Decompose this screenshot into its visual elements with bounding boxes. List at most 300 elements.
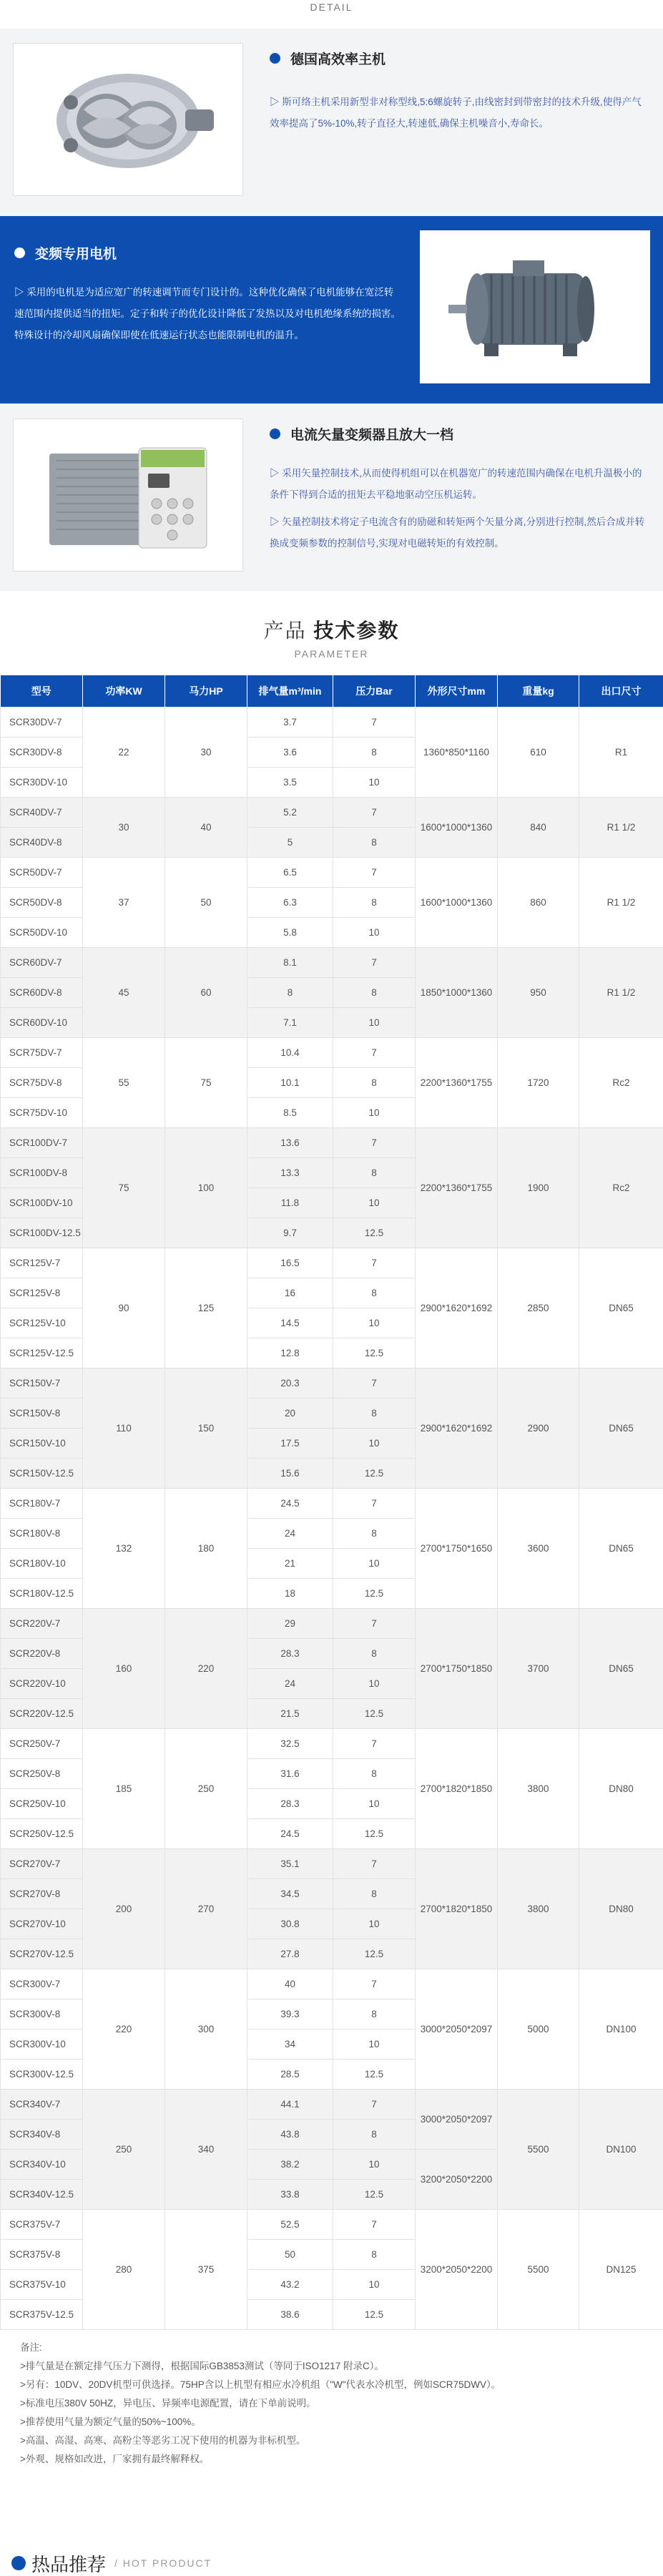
cell-weight: 5500	[498, 2209, 579, 2329]
cell-model: SCR50DV-10	[1, 917, 83, 947]
cell-flow: 16.5	[247, 1248, 333, 1278]
table-row	[1, 1368, 663, 1398]
cell-flow: 28.5	[247, 2059, 333, 2089]
cell-pressure: 10	[333, 2149, 416, 2179]
cell-pressure: 10	[333, 1187, 416, 1218]
cell-pressure: 8	[333, 1157, 416, 1187]
cell-flow: 18	[247, 1578, 333, 1608]
cell-pressure: 10	[333, 2029, 416, 2059]
airend-image	[13, 43, 243, 196]
cell-weight: 950	[498, 947, 579, 1037]
hot-product-icon	[11, 2556, 26, 2570]
cell-model: SCR220V-7	[1, 1608, 83, 1638]
cell-outlet: DN65	[579, 1488, 663, 1608]
table-row	[1, 1248, 663, 1278]
cell-hp: 75	[165, 1037, 247, 1127]
cell-pressure: 7	[333, 1488, 416, 1518]
motor-image	[420, 230, 650, 383]
hot-product-subtitle: / HOT PRODUCT	[114, 2557, 212, 2569]
cell-model: SCR150V-10	[1, 1428, 83, 1458]
cell-weight: 2900	[498, 1368, 579, 1488]
inverter-image	[13, 418, 243, 572]
cell-pressure: 8	[333, 1638, 416, 1668]
cell-pressure: 10	[333, 917, 416, 947]
cell-weight: 860	[498, 857, 579, 947]
cell-outlet: DN100	[579, 1969, 663, 2089]
cell-pressure: 10	[333, 1308, 416, 1338]
feature-desc-motor: ▷ 采用的电机是为适应宽广的转速调节而专门设计的。这种优化确保了电机能够在宽泛转速范围内提供适当的扭矩。定子和转子的优化设计降低了发热以及对电机绝缘系统的损害。特殊设计的冷却风扇确保即使在低速运行状态也能限制电机的温升。	[14, 282, 401, 346]
table-row	[1, 1488, 663, 1518]
cell-pressure: 8	[333, 887, 416, 917]
cell-flow: 13.3	[247, 1157, 333, 1187]
cell-power: 90	[83, 1248, 165, 1368]
cell-model: SCR250V-10	[1, 1788, 83, 1818]
cell-weight: 1900	[498, 1127, 579, 1248]
cell-model: SCR75DV-7	[1, 1037, 83, 1067]
cell-pressure: 7	[333, 947, 416, 977]
cell-flow: 13.6	[247, 1127, 333, 1157]
cell-model: SCR270V-8	[1, 1879, 83, 1909]
table-row	[1, 2209, 663, 2239]
cell-dimensions: 2700*1820*1850	[416, 1728, 498, 1848]
cell-pressure: 7	[333, 1728, 416, 1758]
cell-model: SCR270V-7	[1, 1848, 83, 1879]
table-row	[1, 947, 663, 977]
spec-section-title	[0, 591, 663, 675]
cell-model: SCR100DV-8	[1, 1157, 83, 1187]
cell-flow: 24.5	[247, 1488, 333, 1518]
feature-airend	[0, 29, 663, 216]
table-row	[1, 1127, 663, 1157]
cell-model: SCR30DV-10	[1, 767, 83, 797]
cell-power: 220	[83, 1969, 165, 2089]
feature-title-text: 德国高效率主机	[290, 49, 385, 68]
cell-model: SCR300V-8	[1, 1999, 83, 2029]
cell-flow: 38.2	[247, 2149, 333, 2179]
cell-flow: 43.8	[247, 2119, 333, 2149]
spec-header-row	[1, 675, 663, 707]
cell-pressure: 10	[333, 1668, 416, 1698]
cell-weight: 3800	[498, 1728, 579, 1848]
cell-hp: 125	[165, 1248, 247, 1368]
cell-flow: 28.3	[247, 1788, 333, 1818]
cell-weight: 3700	[498, 1608, 579, 1728]
cell-power: 250	[83, 2089, 165, 2209]
cell-model: SCR100DV-7	[1, 1127, 83, 1157]
cell-flow: 44.1	[247, 2089, 333, 2119]
cell-flow: 10.1	[247, 1067, 333, 1097]
cell-model: SCR150V-12.5	[1, 1458, 83, 1488]
cell-flow: 9.7	[247, 1218, 333, 1248]
cell-model: SCR125V-10	[1, 1308, 83, 1338]
cell-model: SCR250V-12.5	[1, 1818, 83, 1848]
table-row	[1, 707, 663, 737]
note-line: >高温、高湿、高寒、高粉尘等恶劣工况下使用的机器为非标机型。	[20, 2431, 643, 2450]
cell-pressure: 8	[333, 2239, 416, 2269]
cell-model: SCR340V-8	[1, 2119, 83, 2149]
cell-weight: 3800	[498, 1848, 579, 1969]
cell-dimensions: 3200*2050*2200	[416, 2149, 498, 2209]
bullet-dot-icon	[270, 53, 280, 64]
header-weight: 重量kg	[498, 675, 579, 707]
cell-power: 45	[83, 947, 165, 1037]
cell-model: SCR30DV-8	[1, 737, 83, 767]
cell-model: SCR125V-8	[1, 1278, 83, 1308]
table-row	[1, 797, 663, 827]
cell-outlet: DN125	[579, 2209, 663, 2329]
cell-model: SCR125V-7	[1, 1248, 83, 1278]
cell-pressure: 12.5	[333, 2299, 416, 2329]
spec-table-body	[1, 707, 663, 2329]
detail-header: DETAIL	[0, 0, 663, 29]
cell-pressure: 8	[333, 737, 416, 767]
cell-dimensions: 3000*2050*2097	[416, 2089, 498, 2149]
cell-pressure: 7	[333, 1848, 416, 1879]
cell-dimensions: 2900*1620*1692	[416, 1248, 498, 1368]
cell-pressure: 7	[333, 857, 416, 887]
cell-model: SCR375V-12.5	[1, 2299, 83, 2329]
table-row	[1, 1728, 663, 1758]
cell-flow: 34	[247, 2029, 333, 2059]
note-line: >推荐使用气量为额定气量的50%~100%。	[20, 2413, 643, 2431]
cell-flow: 3.6	[247, 737, 333, 767]
cell-outlet: DN100	[579, 2089, 663, 2209]
cell-model: SCR150V-8	[1, 1398, 83, 1428]
cell-dimensions: 2700*1820*1850	[416, 1848, 498, 1969]
cell-model: SCR220V-10	[1, 1668, 83, 1698]
cell-model: SCR60DV-8	[1, 977, 83, 1007]
cell-flow: 6.3	[247, 887, 333, 917]
cell-flow: 21.5	[247, 1698, 333, 1728]
cell-pressure: 7	[333, 2209, 416, 2239]
cell-flow: 43.2	[247, 2269, 333, 2299]
cell-pressure: 10	[333, 1007, 416, 1037]
cell-model: SCR375V-10	[1, 2269, 83, 2299]
cell-model: SCR270V-12.5	[1, 1939, 83, 1969]
cell-pressure: 12.5	[333, 2059, 416, 2089]
cell-hp: 270	[165, 1848, 247, 1969]
hot-product-title-text: 热品推荐	[31, 2550, 106, 2576]
cell-flow: 6.5	[247, 857, 333, 887]
cell-pressure: 7	[333, 1608, 416, 1638]
note-line: >另有：10DV、20DV机型可供选择。75HP含以上机型有相应水冷机组（"W"代表水冷机型，例如SCR75DWV）。	[20, 2376, 643, 2394]
cell-pressure: 12.5	[333, 1338, 416, 1368]
cell-flow: 8.1	[247, 947, 333, 977]
cell-model: SCR340V-7	[1, 2089, 83, 2119]
feature-motor	[0, 216, 663, 403]
table-row	[1, 1969, 663, 1999]
cell-model: SCR75DV-10	[1, 1097, 83, 1127]
cell-flow: 50	[247, 2239, 333, 2269]
cell-dimensions: 2200*1360*1755	[416, 1127, 498, 1248]
header-dimensions: 外形尺寸mm	[416, 675, 498, 707]
cell-outlet: R1	[579, 707, 663, 797]
cell-pressure: 8	[333, 1067, 416, 1097]
cell-pressure: 12.5	[333, 2179, 416, 2209]
cell-model: SCR60DV-10	[1, 1007, 83, 1037]
cell-flow: 15.6	[247, 1458, 333, 1488]
cell-flow: 24	[247, 1518, 333, 1548]
cell-pressure: 8	[333, 1518, 416, 1548]
cell-outlet: DN65	[579, 1608, 663, 1728]
notes-title: 备注:	[20, 2339, 643, 2357]
cell-weight: 2850	[498, 1248, 579, 1368]
cell-pressure: 12.5	[333, 1458, 416, 1488]
cell-outlet: Rc2	[579, 1127, 663, 1248]
cell-flow: 35.1	[247, 1848, 333, 1879]
cell-flow: 24	[247, 1668, 333, 1698]
cell-pressure: 7	[333, 1127, 416, 1157]
cell-outlet: R1 1/2	[579, 947, 663, 1037]
cell-hp: 50	[165, 857, 247, 947]
cell-flow: 3.5	[247, 767, 333, 797]
cell-power: 30	[83, 797, 165, 857]
cell-flow: 39.3	[247, 1999, 333, 2029]
hot-product-section	[0, 2550, 663, 2576]
table-row	[1, 1848, 663, 1879]
cell-model: SCR50DV-8	[1, 887, 83, 917]
feature-title-airend	[270, 49, 385, 68]
cell-hp: 30	[165, 707, 247, 797]
cell-power: 200	[83, 1848, 165, 1969]
cell-model: SCR100DV-10	[1, 1187, 83, 1218]
spec-heading-prefix: 产品	[264, 619, 307, 642]
header-outlet: 出口尺寸	[579, 675, 663, 707]
cell-model: SCR250V-8	[1, 1758, 83, 1788]
cell-pressure: 10	[333, 2269, 416, 2299]
feature-desc-airend: ▷ 斯可络主机采用新型非对称型线,5:6螺旋转子,由线密封到带密封的技术升级,使得产气效率提高了5%-10%,转子直径大,转速低,确保主机噪音小,寿命长。	[270, 92, 642, 134]
cell-hp: 180	[165, 1488, 247, 1608]
spec-heading-bold: 技术参数	[313, 619, 399, 642]
cell-model: SCR150V-7	[1, 1368, 83, 1398]
cell-flow: 14.5	[247, 1308, 333, 1338]
cell-model: SCR375V-7	[1, 2209, 83, 2239]
header-power: 功率KW	[83, 675, 165, 707]
cell-model: SCR50DV-7	[1, 857, 83, 887]
cell-flow: 27.8	[247, 1939, 333, 1969]
cell-model: SCR340V-10	[1, 2149, 83, 2179]
header-model: 型号	[1, 675, 83, 707]
cell-flow: 34.5	[247, 1879, 333, 1909]
cell-flow: 40	[247, 1969, 333, 1999]
cell-power: 185	[83, 1728, 165, 1848]
cell-model: SCR40DV-7	[1, 797, 83, 827]
cell-outlet: R1 1/2	[579, 857, 663, 947]
cell-pressure: 10	[333, 1428, 416, 1458]
cell-hp: 375	[165, 2209, 247, 2329]
cell-flow: 20	[247, 1398, 333, 1428]
cell-flow: 32.5	[247, 1728, 333, 1758]
cell-pressure: 8	[333, 1398, 416, 1428]
notes-list	[20, 2357, 643, 2469]
cell-pressure: 8	[333, 1758, 416, 1788]
cell-outlet: DN65	[579, 1248, 663, 1368]
cell-model: SCR60DV-7	[1, 947, 83, 977]
cell-pressure: 12.5	[333, 1218, 416, 1248]
cell-pressure: 7	[333, 1969, 416, 1999]
table-row	[1, 2089, 663, 2119]
hot-product-title	[11, 2550, 212, 2576]
cell-outlet: DN65	[579, 1368, 663, 1488]
cell-pressure: 8	[333, 1999, 416, 2029]
cell-flow: 5	[247, 827, 333, 857]
cell-outlet: Rc2	[579, 1037, 663, 1127]
cell-power: 160	[83, 1608, 165, 1728]
cell-hp: 340	[165, 2089, 247, 2209]
cell-dimensions: 1850*1000*1360	[416, 947, 498, 1037]
cell-weight: 5500	[498, 2089, 579, 2209]
cell-pressure: 10	[333, 1548, 416, 1578]
spec-heading	[0, 615, 663, 644]
cell-model: SCR180V-7	[1, 1488, 83, 1518]
table-row	[1, 1608, 663, 1638]
cell-model: SCR30DV-7	[1, 707, 83, 737]
cell-outlet: DN80	[579, 1848, 663, 1969]
cell-model: SCR270V-10	[1, 1909, 83, 1939]
cell-pressure: 8	[333, 977, 416, 1007]
cell-model: SCR75DV-8	[1, 1067, 83, 1097]
cell-flow: 5.8	[247, 917, 333, 947]
cell-dimensions: 2900*1620*1692	[416, 1368, 498, 1488]
cell-power: 110	[83, 1368, 165, 1488]
feature-title-inverter	[270, 424, 453, 444]
cell-model: SCR375V-8	[1, 2239, 83, 2269]
cell-model: SCR40DV-8	[1, 827, 83, 857]
note-line: >外观、规格如改进，厂家拥有最终解释权。	[20, 2450, 643, 2469]
cell-flow: 7.1	[247, 1007, 333, 1037]
cell-outlet: R1 1/2	[579, 797, 663, 857]
header-hp: 马力HP	[165, 675, 247, 707]
cell-pressure: 8	[333, 2119, 416, 2149]
cell-power: 22	[83, 707, 165, 797]
feature-inverter	[0, 403, 663, 591]
cell-power: 132	[83, 1488, 165, 1608]
cell-flow: 17.5	[247, 1428, 333, 1458]
cell-hp: 40	[165, 797, 247, 857]
cell-weight: 840	[498, 797, 579, 857]
feature-desc-inverter	[270, 463, 645, 560]
cell-pressure: 7	[333, 1248, 416, 1278]
cell-power: 37	[83, 857, 165, 947]
cell-dimensions: 3200*2050*2200	[416, 2209, 498, 2329]
cell-model: SCR220V-8	[1, 1638, 83, 1668]
feature-title-text: 变频专用电机	[35, 243, 117, 263]
bullet-dot-icon	[14, 248, 25, 258]
cell-dimensions: 1600*1000*1360	[416, 857, 498, 947]
cell-pressure: 7	[333, 1037, 416, 1067]
feature-title-motor	[14, 243, 117, 263]
cell-model: SCR100DV-12.5	[1, 1218, 83, 1248]
note-line: >排气量是在额定排气压力下测得，根据国际GB3853测试（等同于ISO1217 附录C）。	[20, 2357, 643, 2376]
cell-flow: 33.8	[247, 2179, 333, 2209]
cell-model: SCR300V-7	[1, 1969, 83, 1999]
cell-flow: 31.6	[247, 1758, 333, 1788]
cell-dimensions: 1600*1000*1360	[416, 797, 498, 857]
cell-model: SCR340V-12.5	[1, 2179, 83, 2209]
cell-power: 280	[83, 2209, 165, 2329]
cell-pressure: 8	[333, 1278, 416, 1308]
cell-model: SCR180V-10	[1, 1548, 83, 1578]
cell-model: SCR180V-12.5	[1, 1578, 83, 1608]
cell-pressure: 10	[333, 1097, 416, 1127]
cell-model: SCR300V-12.5	[1, 2059, 83, 2089]
cell-pressure: 10	[333, 1788, 416, 1818]
cell-hp: 60	[165, 947, 247, 1037]
cell-pressure: 12.5	[333, 1698, 416, 1728]
cell-model: SCR250V-7	[1, 1728, 83, 1758]
cell-flow: 5.2	[247, 797, 333, 827]
cell-flow: 3.7	[247, 707, 333, 737]
cell-hp: 100	[165, 1127, 247, 1248]
cell-pressure: 12.5	[333, 1818, 416, 1848]
notes-section	[0, 2330, 663, 2550]
cell-flow: 29	[247, 1608, 333, 1638]
cell-flow: 28.3	[247, 1638, 333, 1668]
cell-flow: 8.5	[247, 1097, 333, 1127]
cell-power: 75	[83, 1127, 165, 1248]
spec-subtitle: PARAMETER	[0, 648, 663, 660]
spec-table	[0, 675, 663, 2330]
cell-pressure: 7	[333, 2089, 416, 2119]
cell-pressure: 7	[333, 797, 416, 827]
cell-flow: 24.5	[247, 1818, 333, 1848]
cell-model: SCR180V-8	[1, 1518, 83, 1548]
cell-pressure: 8	[333, 827, 416, 857]
cell-dimensions: 2200*1360*1755	[416, 1037, 498, 1127]
note-line: >标准电压380V 50HZ，异电压、异频率电源配置，请在下单前说明。	[20, 2394, 643, 2413]
cell-dimensions: 1360*850*1160	[416, 707, 498, 797]
cell-flow: 38.6	[247, 2299, 333, 2329]
cell-pressure: 10	[333, 1909, 416, 1939]
cell-flow: 30.8	[247, 1909, 333, 1939]
cell-pressure: 7	[333, 707, 416, 737]
cell-flow: 21	[247, 1548, 333, 1578]
header-pressure: 压力Bar	[333, 675, 416, 707]
cell-dimensions: 3000*2050*2097	[416, 1969, 498, 2089]
cell-weight: 3600	[498, 1488, 579, 1608]
table-row	[1, 857, 663, 887]
bullet-dot-icon	[270, 428, 280, 439]
cell-pressure: 10	[333, 767, 416, 797]
cell-flow: 16	[247, 1278, 333, 1308]
cell-pressure: 7	[333, 1368, 416, 1398]
cell-power: 55	[83, 1037, 165, 1127]
header-flow: 排气量m³/min	[247, 675, 333, 707]
feature-desc-para-2: ▷ 矢量控制技术将定子电流含有的励磁和转矩两个矢量分离,分别进行控制,然后合成并转换成变频参数的控制信号,实现对电磁转矩的有效控制。	[270, 511, 645, 554]
cell-flow: 11.8	[247, 1187, 333, 1218]
cell-weight: 5000	[498, 1969, 579, 2089]
cell-hp: 250	[165, 1728, 247, 1848]
cell-flow: 8	[247, 977, 333, 1007]
feature-title-text: 电流矢量变频器且放大一档	[290, 424, 453, 444]
cell-pressure: 12.5	[333, 1578, 416, 1608]
cell-flow: 12.8	[247, 1338, 333, 1368]
cell-model: SCR125V-12.5	[1, 1338, 83, 1368]
feature-desc-para-1: ▷ 采用矢量控制技术,从而使得机组可以在机器宽广的转速范围内确保在电机升温极小的条件下得到合适的扭矩去平稳地驱动空压机运转。	[270, 463, 645, 506]
cell-model: SCR300V-10	[1, 2029, 83, 2059]
cell-pressure: 12.5	[333, 1939, 416, 1969]
cell-outlet: DN80	[579, 1728, 663, 1848]
cell-pressure: 8	[333, 1879, 416, 1909]
cell-dimensions: 2700*1750*1850	[416, 1608, 498, 1728]
cell-dimensions: 2700*1750*1650	[416, 1488, 498, 1608]
cell-weight: 1720	[498, 1037, 579, 1127]
cell-flow: 52.5	[247, 2209, 333, 2239]
cell-hp: 300	[165, 1969, 247, 2089]
cell-model: SCR220V-12.5	[1, 1698, 83, 1728]
table-row	[1, 1037, 663, 1067]
cell-flow: 20.3	[247, 1368, 333, 1398]
